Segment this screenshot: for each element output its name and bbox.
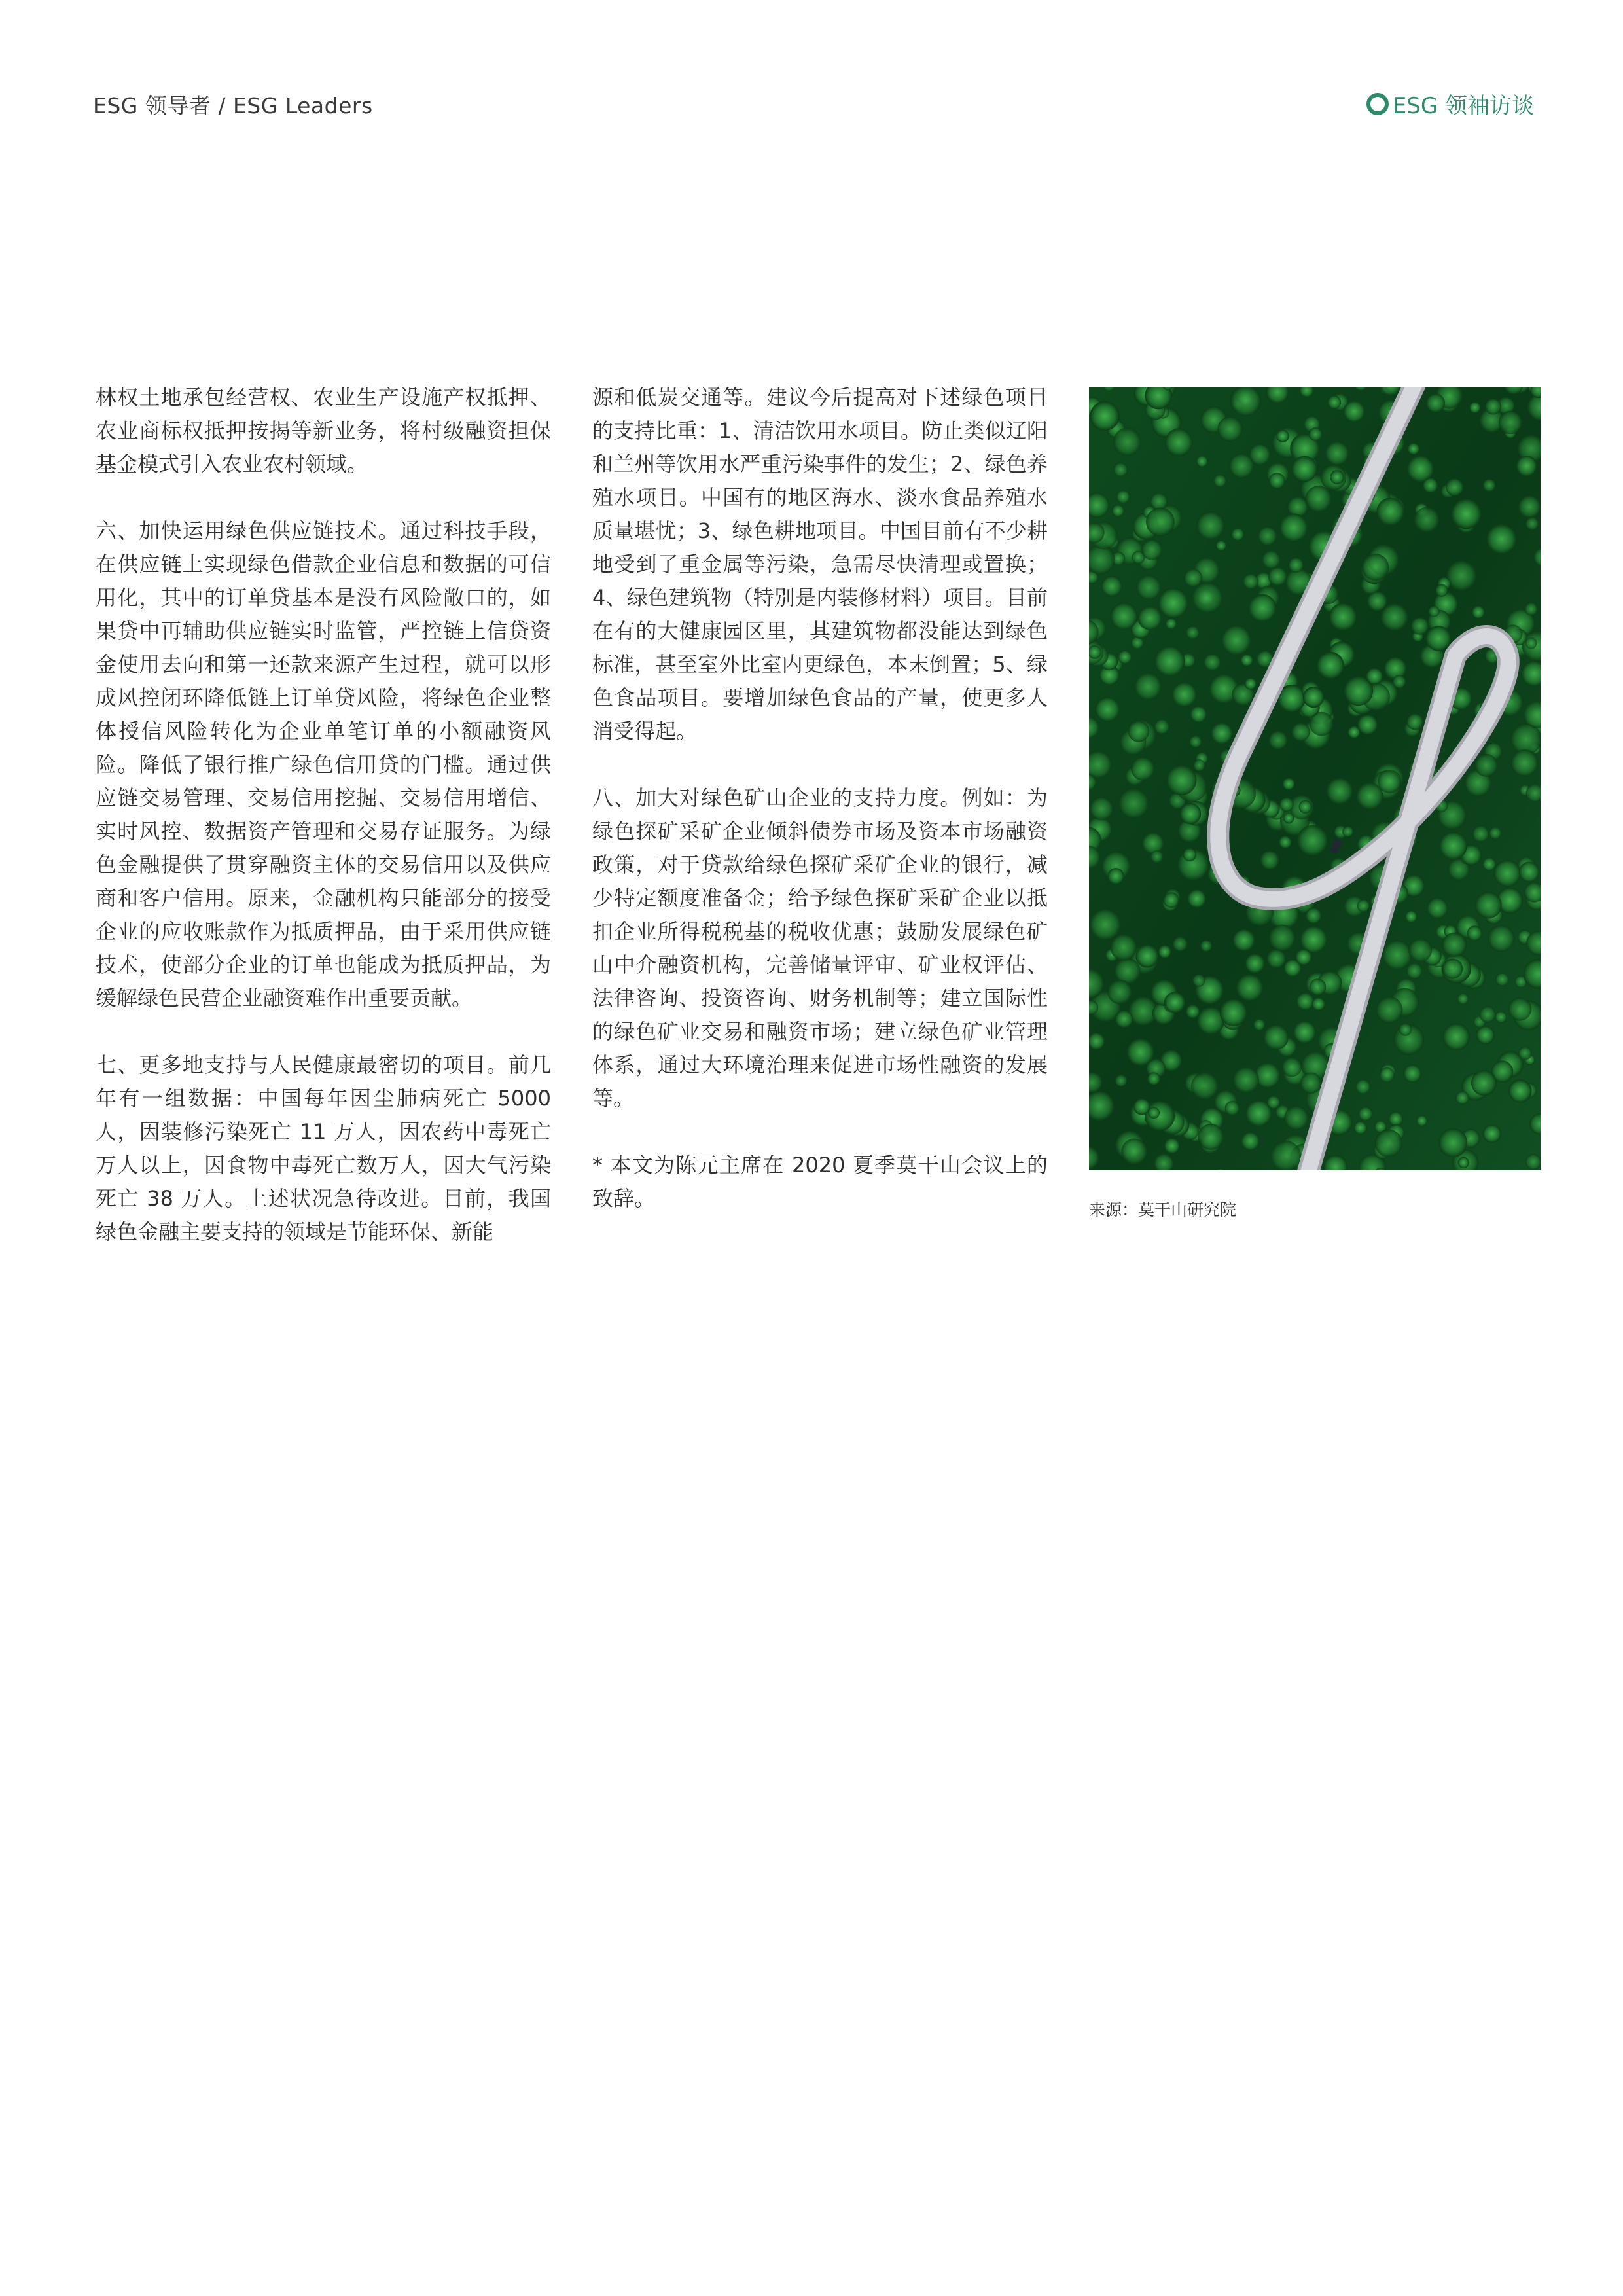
- header-section-label: [1366, 88, 1534, 120]
- header-publication-label: ESG 领导者 / ESG Leaders: [93, 93, 373, 118]
- article-footnote: * 本文为陈元主席在 2020 夏季莫干山会议上的致辞。: [592, 1153, 1048, 1211]
- header-section-text: ESG 领袖访谈: [1392, 93, 1534, 119]
- forest-road-photo: [1089, 387, 1541, 1170]
- article-paragraph: 七、更多地支持与人民健康最密切的项目。前几年有一组数据：中国每年因尘肺病死亡 5000人，因装修污染死亡 11 万人，因农药中毒死亡万人以上，因食物中毒死亡数万人，因大气污染死亡 38 万人。上述状况急待改进。目前，我国绿色金融主要支持的领域是节能环保、新能: [96, 1052, 551, 1244]
- article-paragraph: 源和低炭交通等。建议今后提高对下述绿色项目的支持比重：1、清洁饮用水项目。防止类似辽阳和兰州等饮用水严重污染事件的发生；2、绿色养殖水项目。中国有的地区海水、淡水食品养殖水质量堪忧；3、绿色耕地项目。中国目前有不少耕地受到了重金属等污染，急需尽快清理或置换；4、绿色建筑物（特别是内装修材料）项目。目前在有的大健康园区里，其建筑物都没能达到绿色标准，甚至室外比室内更绿色，本末倒置；5、绿色食品项目。要增加绿色食品的产量，使更多人消受得起。: [592, 385, 1048, 744]
- article-paragraph: 林权土地承包经营权、农业生产设施产权抵押、农业商标权抵押按揭等新业务，将村级融资担保基金模式引入农业农村领域。: [96, 385, 551, 476]
- photo-caption: 来源：莫干山研究院: [1089, 1200, 1237, 1219]
- article-paragraph: 八、加大对绿色矿山企业的支持力度。例如：为绿色探矿采矿企业倾斜债券市场及资本市场融资政策，对于贷款给绿色探矿采矿企业的银行，减少特定额度准备金；给予绿色探矿采矿企业以抵扣企业所得税税基的税收优惠；鼓励发展绿色矿山中介融资机构，完善储量评审、矿业权评估、法律咨询、投资咨询、财务机制等；建立国际性的绿色矿业交易和融资市场；建立绿色矿业管理体系，通过大环境治理来促进市场性融资的发展等。: [592, 785, 1048, 1111]
- article-column-2: [592, 381, 1048, 1249]
- brand-ring-icon: [1366, 93, 1389, 115]
- article-paragraph: 六、加快运用绿色供应链技术。通过科技手段，在供应链上实现绿色借款企业信息和数据的可信用化，其中的订单贷基本是没有风险敞口的，如果贷中再辅助供应链实时监管，严控链上信贷资金使用去向和第一还款来源产生过程，就可以形成风控闭环降低链上订单贷风险，将绿色企业整体授信风险转化为企业单笔订单的小额融资风险。降低了银行推广绿色信用贷的门槛。通过供应链交易管理、交易信用挖掘、交易信用增信、实时风控、数据资产管理和交易存证服务。为绿色金融提供了贯穿融资主体的交易信用以及供应商和客户信用。原来，金融机构只能部分的接受企业的应收账款作为抵质押品，由于采用供应链技术，使部分企业的订单也能成为抵质押品，为缓解绿色民营企业融资难作出重要贡献。: [96, 518, 551, 1011]
- article-column-1: [96, 381, 551, 1282]
